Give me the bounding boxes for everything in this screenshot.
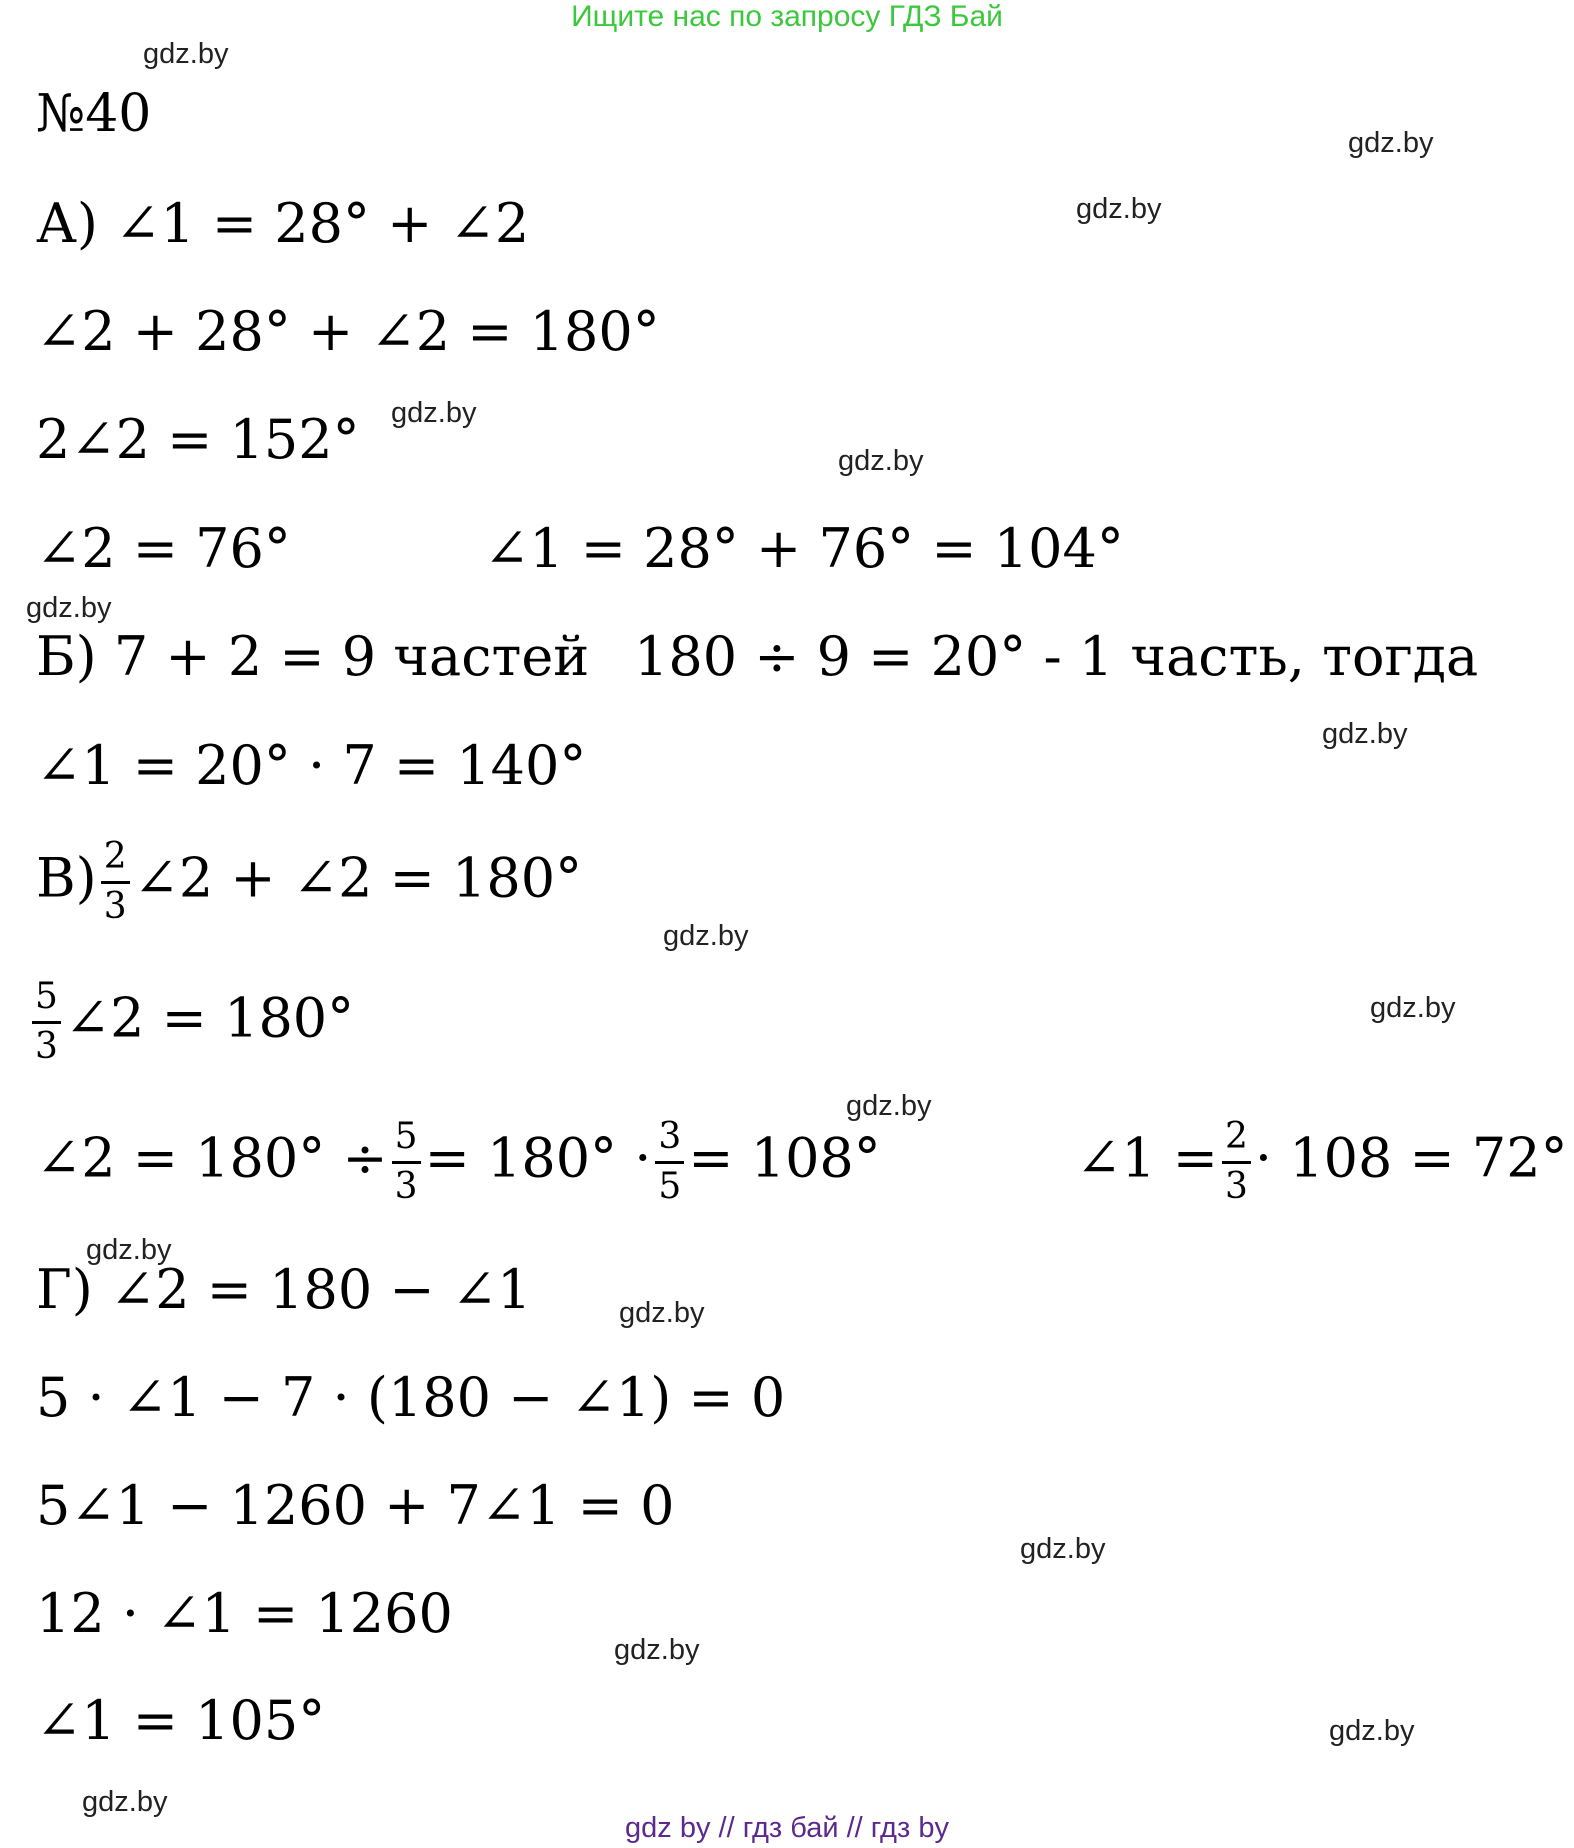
part-g-line-5: ∠1 = 105° — [36, 1689, 326, 1752]
watermark: gdz.by — [846, 1090, 932, 1122]
part-v-line-3: ∠2 = 180° ÷ $\frac{5}{3}$ = 180° · $\frac{3}{5}$ = 108° — [36, 1116, 881, 1207]
watermark: gdz.by — [619, 1297, 705, 1329]
watermark: gdz.by — [614, 1634, 700, 1666]
watermark: gdz.by — [82, 1786, 168, 1818]
watermark: gdz.by — [1322, 718, 1408, 750]
part-v-line-2 — [28, 978, 354, 1067]
top-banner: Ищите нас по запросу ГДЗ Бай — [571, 0, 1003, 33]
part-b-line-1: Б) 7 + 2 = 9 частей — [36, 625, 590, 688]
part-a-line-4-result: ∠1 = 28° + 76° = 104° — [484, 517, 1124, 580]
fraction: $\frac{5}{3}$ — [392, 1118, 421, 1207]
watermark: gdz.by — [1020, 1533, 1106, 1565]
part-v-label: В) — [36, 846, 97, 910]
fraction: $\frac{2}{3}$ — [1222, 1118, 1251, 1207]
footer-links: gdz by // гдз бай // гдз by — [625, 1812, 949, 1844]
part-a-line-4: ∠2 = 76° — [36, 517, 291, 580]
part-a-line-2: ∠2 + 28° + ∠2 = 180° — [36, 300, 660, 363]
part-a-line-3: 2∠2 = 152° — [36, 408, 360, 471]
watermark: gdz.by — [86, 1234, 172, 1266]
part-v-line-1 — [36, 838, 582, 927]
watermark: gdz.by — [1348, 127, 1434, 159]
equation-rest: ∠2 + ∠2 = 180° — [133, 846, 583, 910]
part-g-line-3: 5∠1 − 1260 + 7∠1 = 0 — [36, 1474, 675, 1537]
part-b-line-2: ∠1 = 20° · 7 = 140° — [36, 734, 587, 797]
part-a-line-1: А) ∠1 = 28° + ∠2 — [36, 192, 530, 255]
watermark: gdz.by — [1076, 193, 1162, 225]
watermark: gdz.by — [1370, 992, 1456, 1024]
fraction: $\frac{5}{3}$ — [32, 978, 61, 1067]
fraction: $\frac{3}{5}$ — [655, 1118, 684, 1207]
problem-number: №40 — [36, 84, 152, 144]
part-g-line-2: 5 · ∠1 − 7 · (180 − ∠1) = 0 — [36, 1366, 786, 1429]
watermark: gdz.by — [143, 38, 229, 70]
watermark: gdz.by — [1329, 1715, 1415, 1747]
part-g-line-4: 12 · ∠1 = 1260 — [36, 1582, 453, 1645]
part-v-line-3-result: ∠1 = $\frac{2}{3}$ · 108 = 72° — [1076, 1116, 1568, 1207]
watermark: gdz.by — [663, 920, 749, 952]
watermark: gdz.by — [838, 445, 924, 477]
part-g-line-1: Г) ∠2 = 180 − ∠1 — [36, 1258, 532, 1321]
equation-rest: ∠2 = 180° — [64, 986, 355, 1050]
watermark: gdz.by — [26, 592, 112, 624]
part-b-line-1-cont: 180 ÷ 9 = 20° - 1 часть, тогда — [634, 625, 1479, 688]
fraction: $\frac{2}{3}$ — [101, 838, 130, 927]
watermark: gdz.by — [391, 397, 477, 429]
